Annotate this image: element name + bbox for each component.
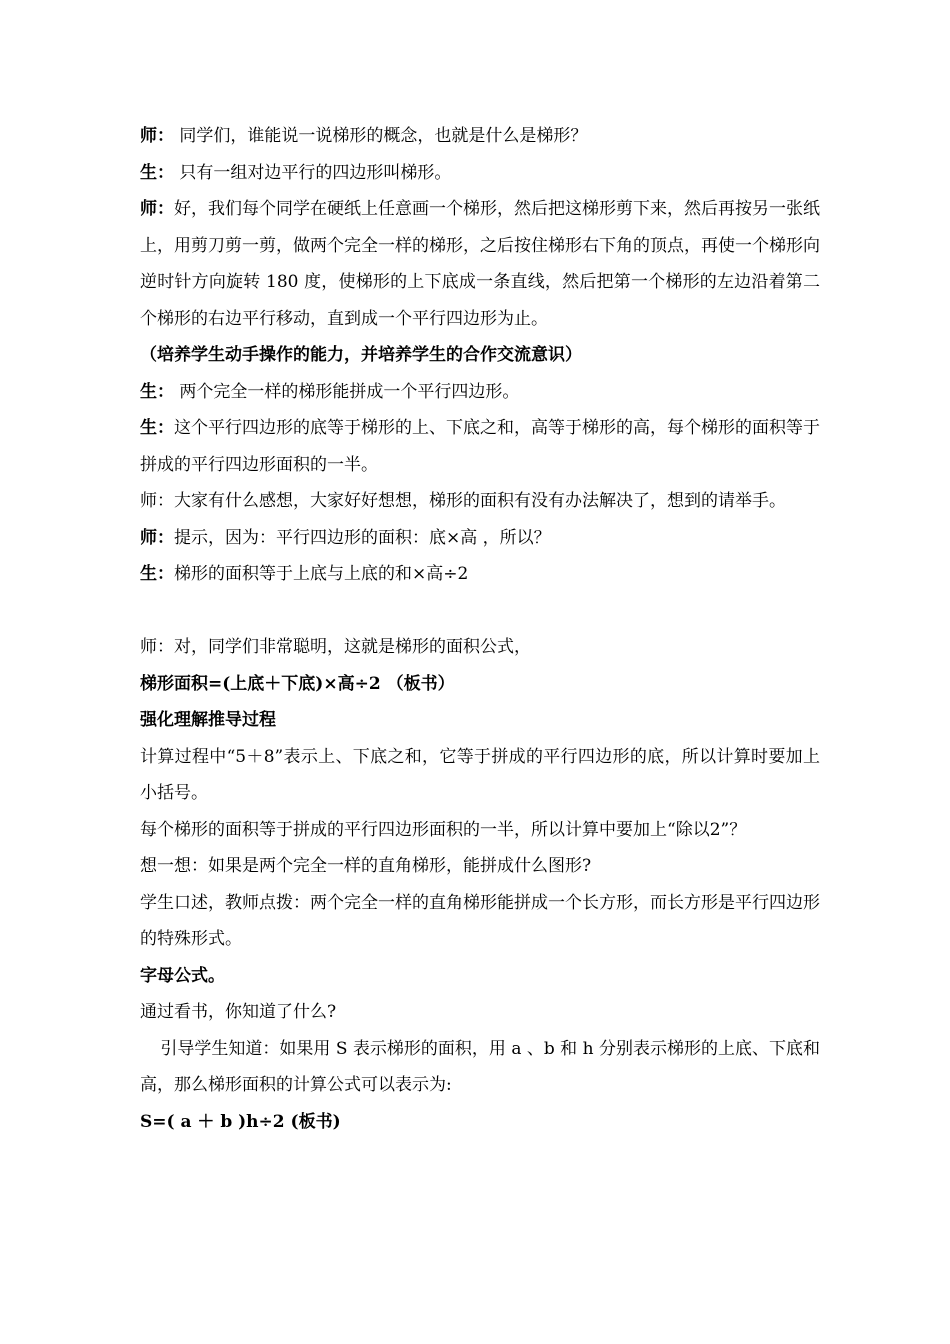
dialogue-line bbox=[140, 410, 820, 483]
paragraph: 学生口述，教师点拨：两个完全一样的直角梯形能拼成一个长方形，而长方形是平行四边形的特殊形式。 bbox=[140, 892, 820, 949]
speaker-label: 师： bbox=[140, 126, 174, 146]
dialogue-line bbox=[140, 374, 820, 411]
speaker-label: 生： bbox=[140, 162, 174, 183]
paragraph: 每个梯形的面积等于拼成的平行四边形面积的一半，所以计算中要加上“除以2”？ bbox=[140, 819, 747, 840]
dialogue-line bbox=[140, 118, 820, 155]
dialogue-text: 只有一组对边平行的四边形叫梯形。 bbox=[174, 162, 452, 183]
speaker-label: 师： bbox=[140, 527, 174, 548]
dialogue-text: 好，我们每个同学在硬纸上任意画一个梯形，然后把这梯形剪下来，然后再按另一张纸上，用剪刀剪一剪，做两个完全一样的梯形，之后按住梯形右下角的顶点，再使一个梯形向逆时针方向旋转 180 度，使梯形的上下底成一条直线，然后把第一个梯形的左边沿着第二个梯形的右边平行移动，直到成一个平行四边形为止。 bbox=[140, 199, 820, 329]
speaker-label: 师： bbox=[140, 199, 174, 219]
blank-line bbox=[140, 593, 820, 630]
formula-heading: 梯形面积=(上底＋下底)×高÷2 （板书） bbox=[140, 673, 455, 694]
dialogue-text: 提示，因为：平行四边形的面积：底×高 ，所以？ bbox=[174, 527, 551, 548]
dialogue-line: 师：大家有什么感想，大家好好想想，梯形的面积有没有办法解决了，想到的请举手。 bbox=[140, 491, 786, 511]
speaker-label: 生： bbox=[140, 381, 174, 402]
document-page bbox=[140, 118, 820, 1140]
dialogue-text: 两个完全一样的梯形能拼成一个平行四边形。 bbox=[174, 381, 520, 402]
speaker-label: 生： bbox=[140, 564, 174, 584]
dialogue-line bbox=[140, 191, 820, 337]
paragraph: 想一想：如果是两个完全一样的直角梯形，能拼成什么图形? bbox=[140, 856, 592, 876]
dialogue-line: 师：对，同学们非常聪明，这就是梯形的面积公式， bbox=[140, 637, 531, 657]
formula-heading: S=( a ＋ b )h÷2 (板书) bbox=[140, 1111, 341, 1132]
paragraph: 引导学生知道：如果用 S 表示梯形的面积，用 a 、b 和 h 分别表示梯形的上底、下底和高，那么梯形面积的计算公式可以表示为: bbox=[140, 1038, 820, 1095]
dialogue-line bbox=[140, 556, 820, 593]
paragraph: 计算过程中“5＋8”表示上、下底之和，它等于拼成的平行四边形的底，所以计算时要加上小括号。 bbox=[140, 746, 820, 803]
dialogue-text: 这个平行四边形的底等于梯形的上、下底之和，高等于梯形的高，每个梯形的面积等于拼成的平行四边形面积的一半。 bbox=[140, 418, 820, 475]
dialogue-line bbox=[140, 155, 820, 192]
section-heading: 字母公式。 bbox=[140, 965, 225, 986]
teaching-note: （培养学生动手操作的能力，并培养学生的合作交流意识） bbox=[140, 345, 582, 365]
section-heading: 强化理解推导过程 bbox=[140, 710, 276, 730]
speaker-label: 生： bbox=[140, 418, 174, 438]
dialogue-text: 梯形的面积等于上底与上底的和×高÷2 bbox=[174, 564, 469, 584]
dialogue-line bbox=[140, 520, 820, 557]
paragraph: 通过看书，你知道了什么? bbox=[140, 1002, 337, 1022]
dialogue-text: 同学们，谁能说一说梯形的概念，也就是什么是梯形？ bbox=[174, 126, 588, 146]
